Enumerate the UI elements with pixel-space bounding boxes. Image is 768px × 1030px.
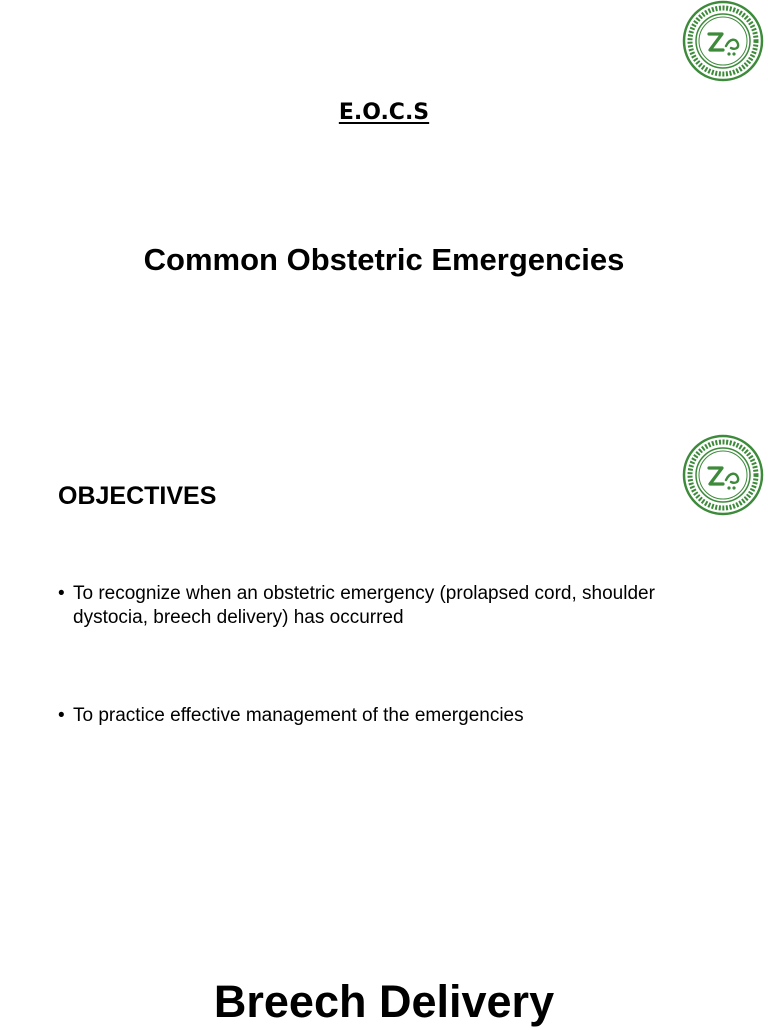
university-seal-icon [682, 0, 764, 82]
slide-breech-delivery [0, 930, 768, 1027]
slide-heading: E.O.C.S [338, 100, 430, 125]
slide-title [0, 0, 768, 410]
slide-objectives [0, 410, 768, 930]
objective-item: • To practice effective management of the emergencies [58, 704, 698, 728]
presentation-title: Common Obstetric Emergencies [143, 242, 625, 277]
objective-item: • To recognize when an obstetric emergency (prolapsed cord, shoulder dystocia, breech delivery) has occurred [58, 582, 698, 630]
university-seal-icon [682, 434, 764, 516]
objectives-heading: OBJECTIVES [58, 482, 217, 510]
breech-delivery-title: Breech Delivery [213, 976, 555, 1027]
objectives-list [58, 582, 698, 728]
